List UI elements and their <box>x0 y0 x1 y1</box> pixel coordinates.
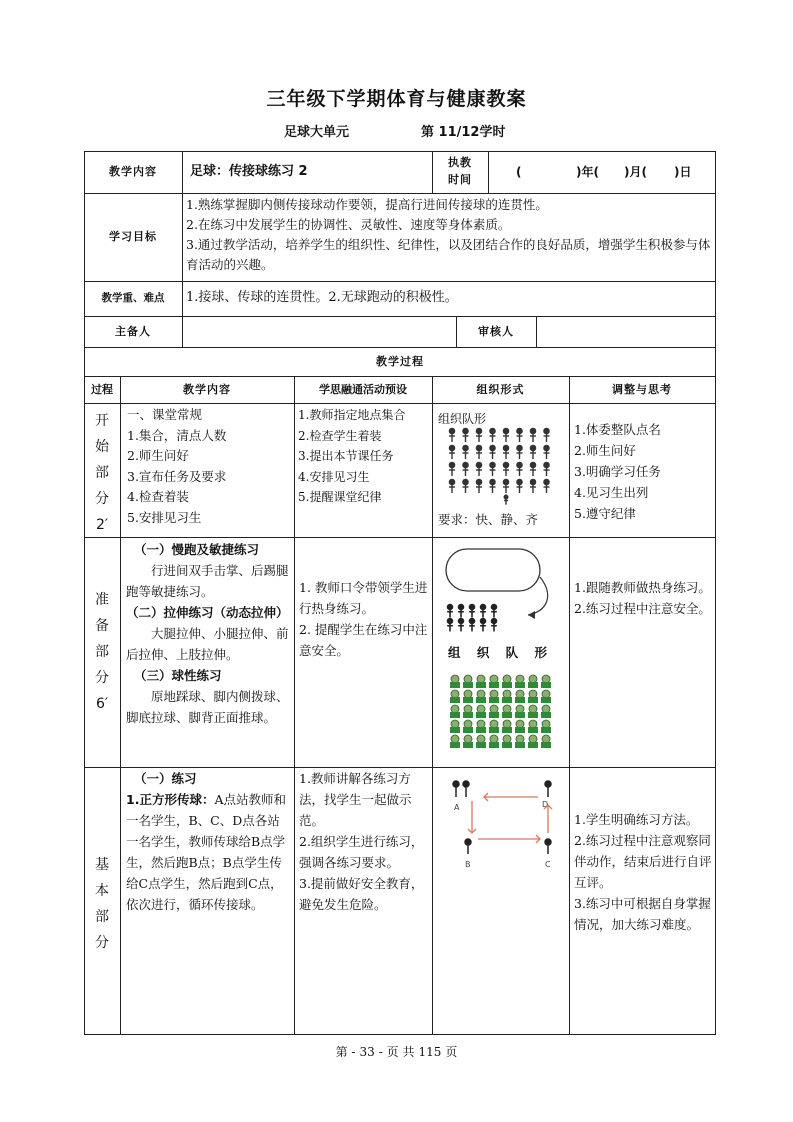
column-header-content: 教学内容 <box>183 383 231 396</box>
player-a-icon <box>453 781 469 797</box>
green-student-icon <box>489 720 499 733</box>
green-student-icon <box>528 720 538 733</box>
person-icon <box>530 479 536 493</box>
prep-formation-figure <box>446 673 556 753</box>
green-student-icon <box>502 705 512 718</box>
green-student-icon <box>463 735 473 748</box>
person-icon <box>530 428 536 442</box>
green-student-icon <box>476 690 486 703</box>
person-icon <box>503 462 509 476</box>
green-student-icon <box>528 735 538 748</box>
page-footer: 第 - 33 - 页 共 115 页 <box>335 1045 458 1059</box>
column-header-organization: 组织形式 <box>476 383 525 396</box>
green-student-icon <box>528 705 538 718</box>
person-icon <box>517 479 523 493</box>
person-icon <box>449 479 455 493</box>
green-student-icon <box>450 705 460 718</box>
person-icon <box>476 428 482 442</box>
person-icon <box>504 495 508 505</box>
person-icon <box>517 445 523 459</box>
prep-adjustment: 1.跟随教师做热身练习。 2.练习过程中注意安全。 <box>574 580 711 616</box>
date-day: )日 <box>674 165 692 179</box>
prep-content: （一）慢跑及敏捷练习 行进间双手击掌、后踢腿跑等敏捷练习。 （二）拉伸练习（动态拉伸） 大腿拉伸、小腿拉伸、前后拉伸、上肢拉伸。 （三）球性练习 原地踩球、脚内侧拨球、脚底拉球、脚背正面推球。 <box>126 542 289 725</box>
person-icon <box>491 605 497 618</box>
process-label: 教学过程 <box>376 355 424 368</box>
green-student-icon <box>489 690 499 703</box>
arrow-head <box>528 611 535 619</box>
green-student-icon <box>450 735 460 748</box>
person-icon <box>476 462 482 476</box>
green-student-icon <box>463 705 473 718</box>
person-icon <box>463 462 469 476</box>
green-student-icon <box>476 675 486 688</box>
person-icon <box>490 462 496 476</box>
green-student-icon <box>541 705 551 718</box>
green-student-icon <box>463 720 473 733</box>
person-icon <box>447 619 453 632</box>
person-icon <box>544 445 550 459</box>
main-activity: 1.教师讲解各练习方法，找学生一起做示范。 2.组织学生进行练习，强调各练习要求。 3.提前做好安全教育，避免发生危险。 <box>299 771 424 912</box>
person-icon <box>490 479 496 493</box>
green-student-icon <box>541 690 551 703</box>
point-d-label: D <box>542 800 549 809</box>
column-header-stage: 过程 <box>91 383 113 396</box>
person-icon <box>458 605 464 618</box>
green-student-icon <box>502 690 512 703</box>
person-icon <box>458 619 464 632</box>
green-student-icon <box>476 720 486 733</box>
person-icon <box>463 445 469 459</box>
lesson-plan-table <box>84 151 716 1035</box>
green-student-icon <box>463 675 473 688</box>
player-d-icon <box>545 781 551 797</box>
green-student-icon <box>528 675 538 688</box>
green-student-icon <box>450 720 460 733</box>
preparer-label: 主备人 <box>115 325 151 338</box>
point-c-label: C <box>545 860 551 869</box>
track-loop <box>446 549 540 591</box>
prep-activity: 1. 教师口令带领学生进行热身练习。 2. 提醒学生在练习中注意安全。 <box>299 580 428 658</box>
keypoints-value: 1.接球、传球的连贯性。2.无球跑动的积极性。 <box>186 290 458 305</box>
start-formation-title: 组织队形 <box>438 412 487 426</box>
prep-running-track <box>436 541 566 641</box>
keypoints-label: 教学重、难点 <box>101 292 165 304</box>
point-a-label: A <box>454 803 460 812</box>
green-student-icon <box>489 675 499 688</box>
person-icon <box>449 428 455 442</box>
green-student-icon <box>502 735 512 748</box>
stage-main-label: 基 本 部 分 <box>95 857 109 951</box>
column-header-adjustment: 调整与思考 <box>612 383 672 396</box>
student-formation <box>449 428 550 504</box>
person-icon <box>517 462 523 476</box>
green-student-formation <box>450 675 551 748</box>
person-icon <box>530 445 536 459</box>
main-content: （一）练习 1.正方形传球：A点站教师和一名学生，B、C、D点各站一名学生，教师传球给B点学生，然后跑B点；B点学生传给C点学生，然后跑到C点，依次进行，循环传接球。 <box>126 771 286 912</box>
green-student-icon <box>476 705 486 718</box>
person-icon <box>449 445 455 459</box>
green-student-icon <box>450 690 460 703</box>
person-icon <box>447 605 453 618</box>
green-student-icon <box>502 720 512 733</box>
start-formation-requirement: 要求：快、静、齐 <box>438 512 539 527</box>
column-header-activity: 学思融通活动预设 <box>319 383 407 396</box>
person-icon <box>480 605 486 618</box>
start-formation-figure <box>446 427 558 507</box>
green-student-icon <box>502 675 512 688</box>
reviewer-label: 审核人 <box>478 325 514 338</box>
player-c-icon <box>545 839 551 854</box>
passing-arrows <box>468 793 552 843</box>
person-icon <box>469 619 475 632</box>
main-adjustment: 1.学生明确练习方法。 2.练习过程中注意观察同伴动作，结束后进行自评互评。 3.练习中可根据自身掌握情况，加大练习难度。 <box>574 812 712 932</box>
goals-list: 1.熟练掌握脚内侧传接球动作要领，提高行进间传接球的连贯性。 2.在练习中发展学生的协调性、灵敏性、速度等身体素质。 3.通过教学活动，培养学生的组织性、纪律性，以及团结合作的良好品质，增强学生积极参与体育活动的兴趣。 <box>186 197 711 272</box>
date-open: ( <box>516 165 522 179</box>
person-icon <box>490 445 496 459</box>
person-icon <box>544 479 550 493</box>
green-student-icon <box>515 720 525 733</box>
player-b-icon <box>465 839 471 854</box>
person-icon <box>491 619 497 632</box>
total-pages: 115 <box>418 1045 442 1059</box>
runner-group <box>447 605 497 632</box>
square-passing-diagram <box>444 775 564 875</box>
person-icon <box>463 428 469 442</box>
person-icon <box>503 445 509 459</box>
person-icon <box>469 605 475 618</box>
person-icon <box>544 462 550 476</box>
start-content: 一、课堂常规 1.集合，清点人数 2.师生问好 3.宣布任务及要求 4.检查着装 5.安排见习生 <box>127 407 227 525</box>
start-adjustment: 1.体委整队点名 2.师生问好 3.明确学习任务 4.见习生出列 5.遵守纪律 <box>574 422 661 521</box>
prep-formation-caption: 组 织 队 形 <box>447 645 554 660</box>
stage-prep-label: 准 备 部 分 6′ <box>95 592 109 712</box>
green-student-icon <box>541 675 551 688</box>
green-student-icon <box>450 675 460 688</box>
green-student-icon <box>515 690 525 703</box>
date-month: )月( <box>624 165 647 179</box>
green-student-icon <box>489 705 499 718</box>
person-icon <box>476 479 482 493</box>
green-student-icon <box>515 705 525 718</box>
person-icon <box>463 479 469 493</box>
page-number: 33 <box>359 1045 375 1059</box>
green-student-icon <box>515 735 525 748</box>
run-direction-arrow <box>528 577 548 615</box>
person-icon <box>490 428 496 442</box>
person-icon <box>544 428 550 442</box>
green-student-icon <box>489 735 499 748</box>
time-label: 执教 时间 <box>448 156 472 186</box>
person-icon <box>503 428 509 442</box>
content-label: 教学内容 <box>109 165 157 178</box>
green-student-icon <box>476 735 486 748</box>
person-icon <box>449 462 455 476</box>
person-icon <box>476 445 482 459</box>
green-student-icon <box>541 720 551 733</box>
point-b-label: B <box>465 860 471 869</box>
document-title: 三年级下学期体育与健康教案 <box>266 88 527 110</box>
person-icon <box>480 619 486 632</box>
content-value: 足球：传接球练习 2 <box>190 164 308 179</box>
unit-name: 足球大单元 <box>284 125 350 140</box>
stage-start-label: 开 始 部 分 2′ <box>95 413 109 533</box>
person-icon <box>517 428 523 442</box>
green-student-icon <box>463 690 473 703</box>
person-icon <box>530 462 536 476</box>
green-student-icon <box>541 735 551 748</box>
green-student-icon <box>528 690 538 703</box>
goals-label: 学习目标 <box>109 230 157 243</box>
lesson-number: 第 11/12学时 <box>421 125 506 140</box>
person-icon <box>503 479 509 493</box>
green-student-icon <box>515 675 525 688</box>
start-activity: 1.教师指定地点集合 2.检查学生着装 3.提出本节课任务 4.安排见习生 5.提醒课堂纪律 <box>298 408 406 504</box>
date-year: )年( <box>576 165 599 179</box>
